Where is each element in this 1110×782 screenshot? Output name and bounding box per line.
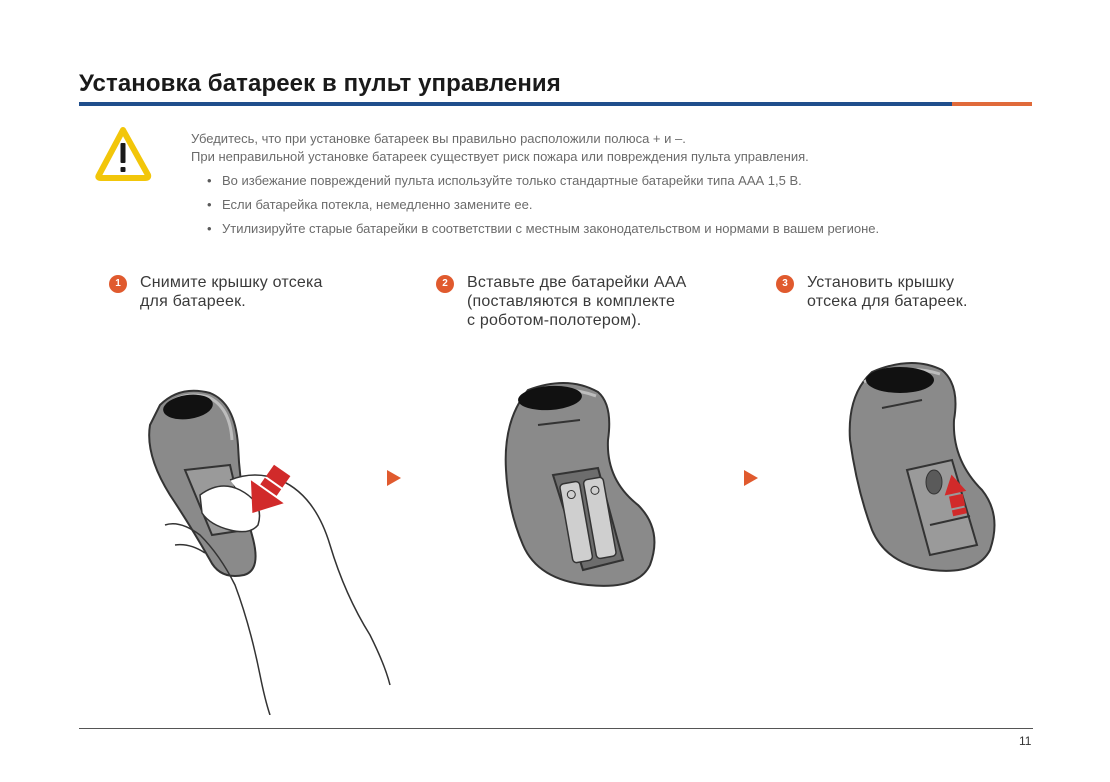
remove-cover-illustration	[140, 385, 400, 715]
list-item: • Утилизируйте старые батарейки в соответствии с местным законодательством и нормами в вашем регионе.	[207, 220, 1011, 238]
next-step-arrow-icon	[387, 470, 401, 486]
step-text: Снимите крышку отсека для батареек.	[140, 274, 323, 310]
step-number-badge: 1	[109, 275, 127, 293]
step-2	[436, 273, 687, 330]
header-rule-blue	[79, 102, 952, 106]
warning-bullets	[191, 172, 1011, 238]
step-text: Вставьте две батарейки ААА (поставляются в комплекте с роботом-полотером).	[467, 274, 687, 329]
step-number-badge: 3	[776, 275, 794, 293]
step-3	[776, 273, 968, 311]
step-text: Установить крышку отсека для батареек.	[807, 274, 968, 310]
warning-triangle-icon	[94, 126, 152, 182]
next-step-arrow-icon	[744, 470, 758, 486]
install-cover-illustration	[842, 360, 1002, 575]
footer-rule	[79, 728, 1033, 729]
page-title: Установка батареек в пульт управления	[79, 70, 561, 97]
page-number: 11	[1019, 734, 1032, 748]
list-item: • Во избежание повреждений пульта используйте только стандартные батарейки типа ААА 1,5 В.	[207, 172, 1011, 190]
step-1	[109, 273, 323, 311]
warning-text	[191, 130, 1011, 244]
insert-batteries-illustration	[498, 380, 663, 590]
list-item: • Если батарейка потекла, немедленно замените ее.	[207, 196, 1011, 214]
warning-line-2: При неправильной установке батареек существует риск пожара или повреждения пульта управления.	[191, 149, 809, 164]
warning-line-1: Убедитесь, что при установке батареек вы правильно расположили полюса + и –.	[191, 131, 686, 146]
step-number-badge: 2	[436, 275, 454, 293]
header-rule-orange	[952, 102, 1032, 106]
